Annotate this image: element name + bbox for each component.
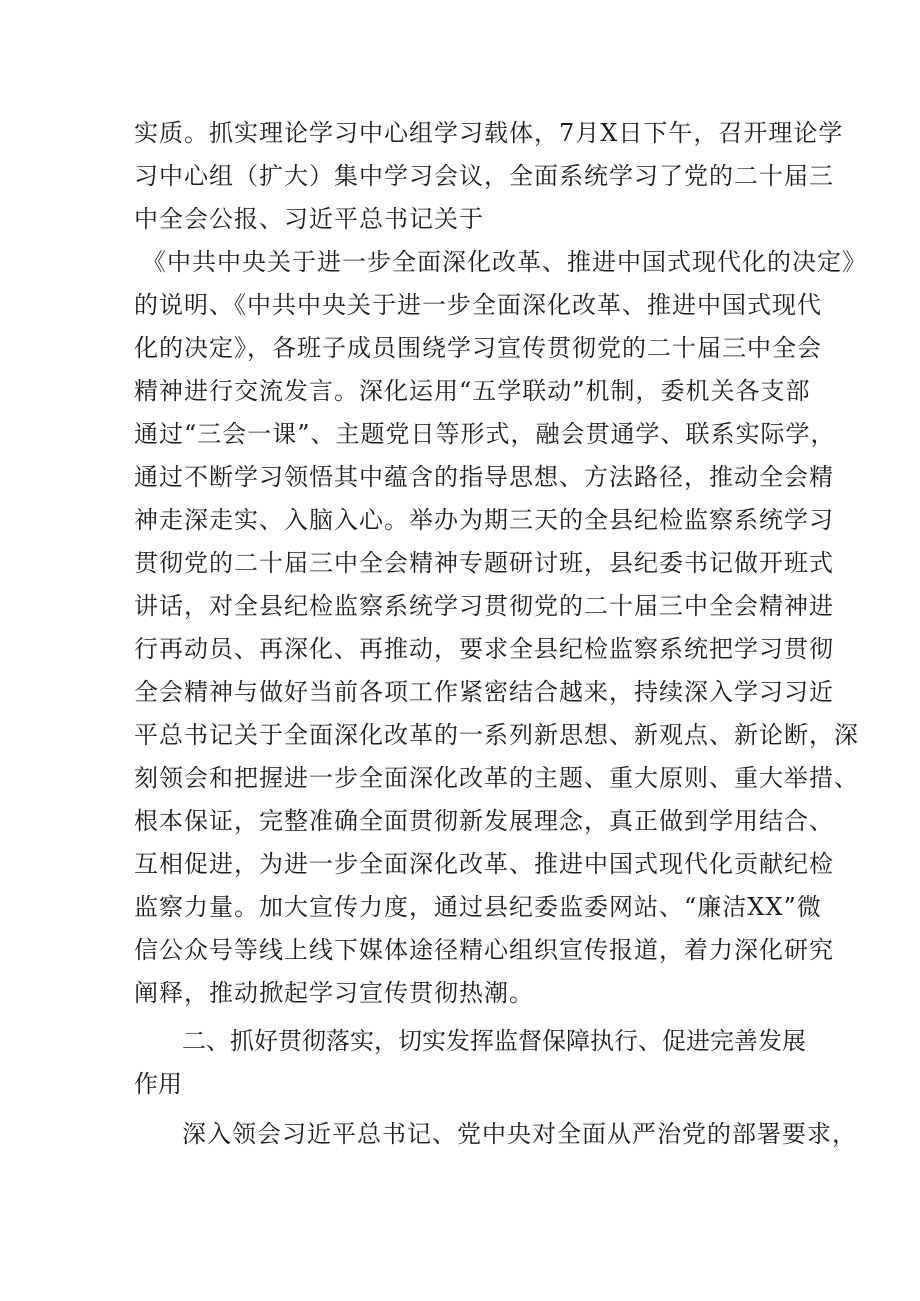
paragraph-line: 的说明、《中共中央关于进一步全面深化改革、推进中国式现代 [134,291,822,319]
paragraph-line: 根本保证，完整准确全面贯彻新发展理念，真正做到学用结合、 [134,807,834,835]
paragraph-line: 行再动员、再深化、再推动，要求全县纪检监察系统把学习贯彻 [134,635,834,663]
paragraph-line: 神走深走实、入脑入心。举办为期三天的全县纪检监察系统学习 [134,506,834,534]
section-heading-continuation: 作用 [134,1070,182,1098]
paragraph-line: 精神进行交流发言。深化运用“五学联动”机制，委机关各支部 [134,377,811,405]
paragraph-line: 化的决定》，各班子成员围绕学习宣传贯彻党的二十届三中全会 [134,334,822,362]
paragraph-line: 互相促进，为进一步全面深化改革、推进中国式现代化贡献纪检 [134,850,834,878]
paragraph-line: 通过不断学习领悟其中蕴含的指导思想、方法路径，推动全会精 [134,463,834,491]
paragraph-line: 平总书记关于全面深化改革的一系列新思想、新观点、新论断，深 [134,721,859,749]
paragraph-line: 全会精神与做好当前各项工作紧密结合越来，持续深入学习习近 [134,678,834,706]
paragraph-line: 中全会公报、习近平总书记关于 [134,205,484,233]
paragraph-line: 监察力量。加大宣传力度，通过县纪委监委网站、“廉洁XX”微 [134,893,822,921]
paragraph-line: 刻领会和把握进一步全面深化改革的主题、重大原则、重大举措、 [134,764,859,792]
paragraph-line: 实质。抓实理论学习中心组学习载体，7月X日下午，召开理论学 [134,119,844,147]
paragraph-line: 《中共中央关于进一步全面深化改革、推进中国式现代化的决定》 [142,248,867,276]
paragraph-line: 讲话，对全县纪检监察系统学习贯彻党的二十届三中全会精神进 [134,592,834,620]
paragraph-line: 贯彻党的二十届三中全会精神专题研讨班，县纪委书记做开班式 [134,549,834,577]
paragraph-line: 通过“三会一课”、主题党日等形式，融会贯通学、联系实际学， [134,420,836,448]
paragraph-line: 习中心组（扩大）集中学习会议，全面系统学习了党的二十届三 [134,162,834,190]
section-heading: 二、抓好贯彻落实，切实发挥监督保障执行、促进完善发展 [182,1027,806,1055]
paragraph-line: 阐释，推动掀起学习宣传贯彻热潮。 [134,979,534,1007]
paragraph-line: 深入领会习近平总书记、党中央对全面从严治党的部署要求， [182,1120,857,1148]
paragraph-line: 信公众号等线上线下媒体途径精心组织宣传报道，着力深化研究 [134,936,834,964]
